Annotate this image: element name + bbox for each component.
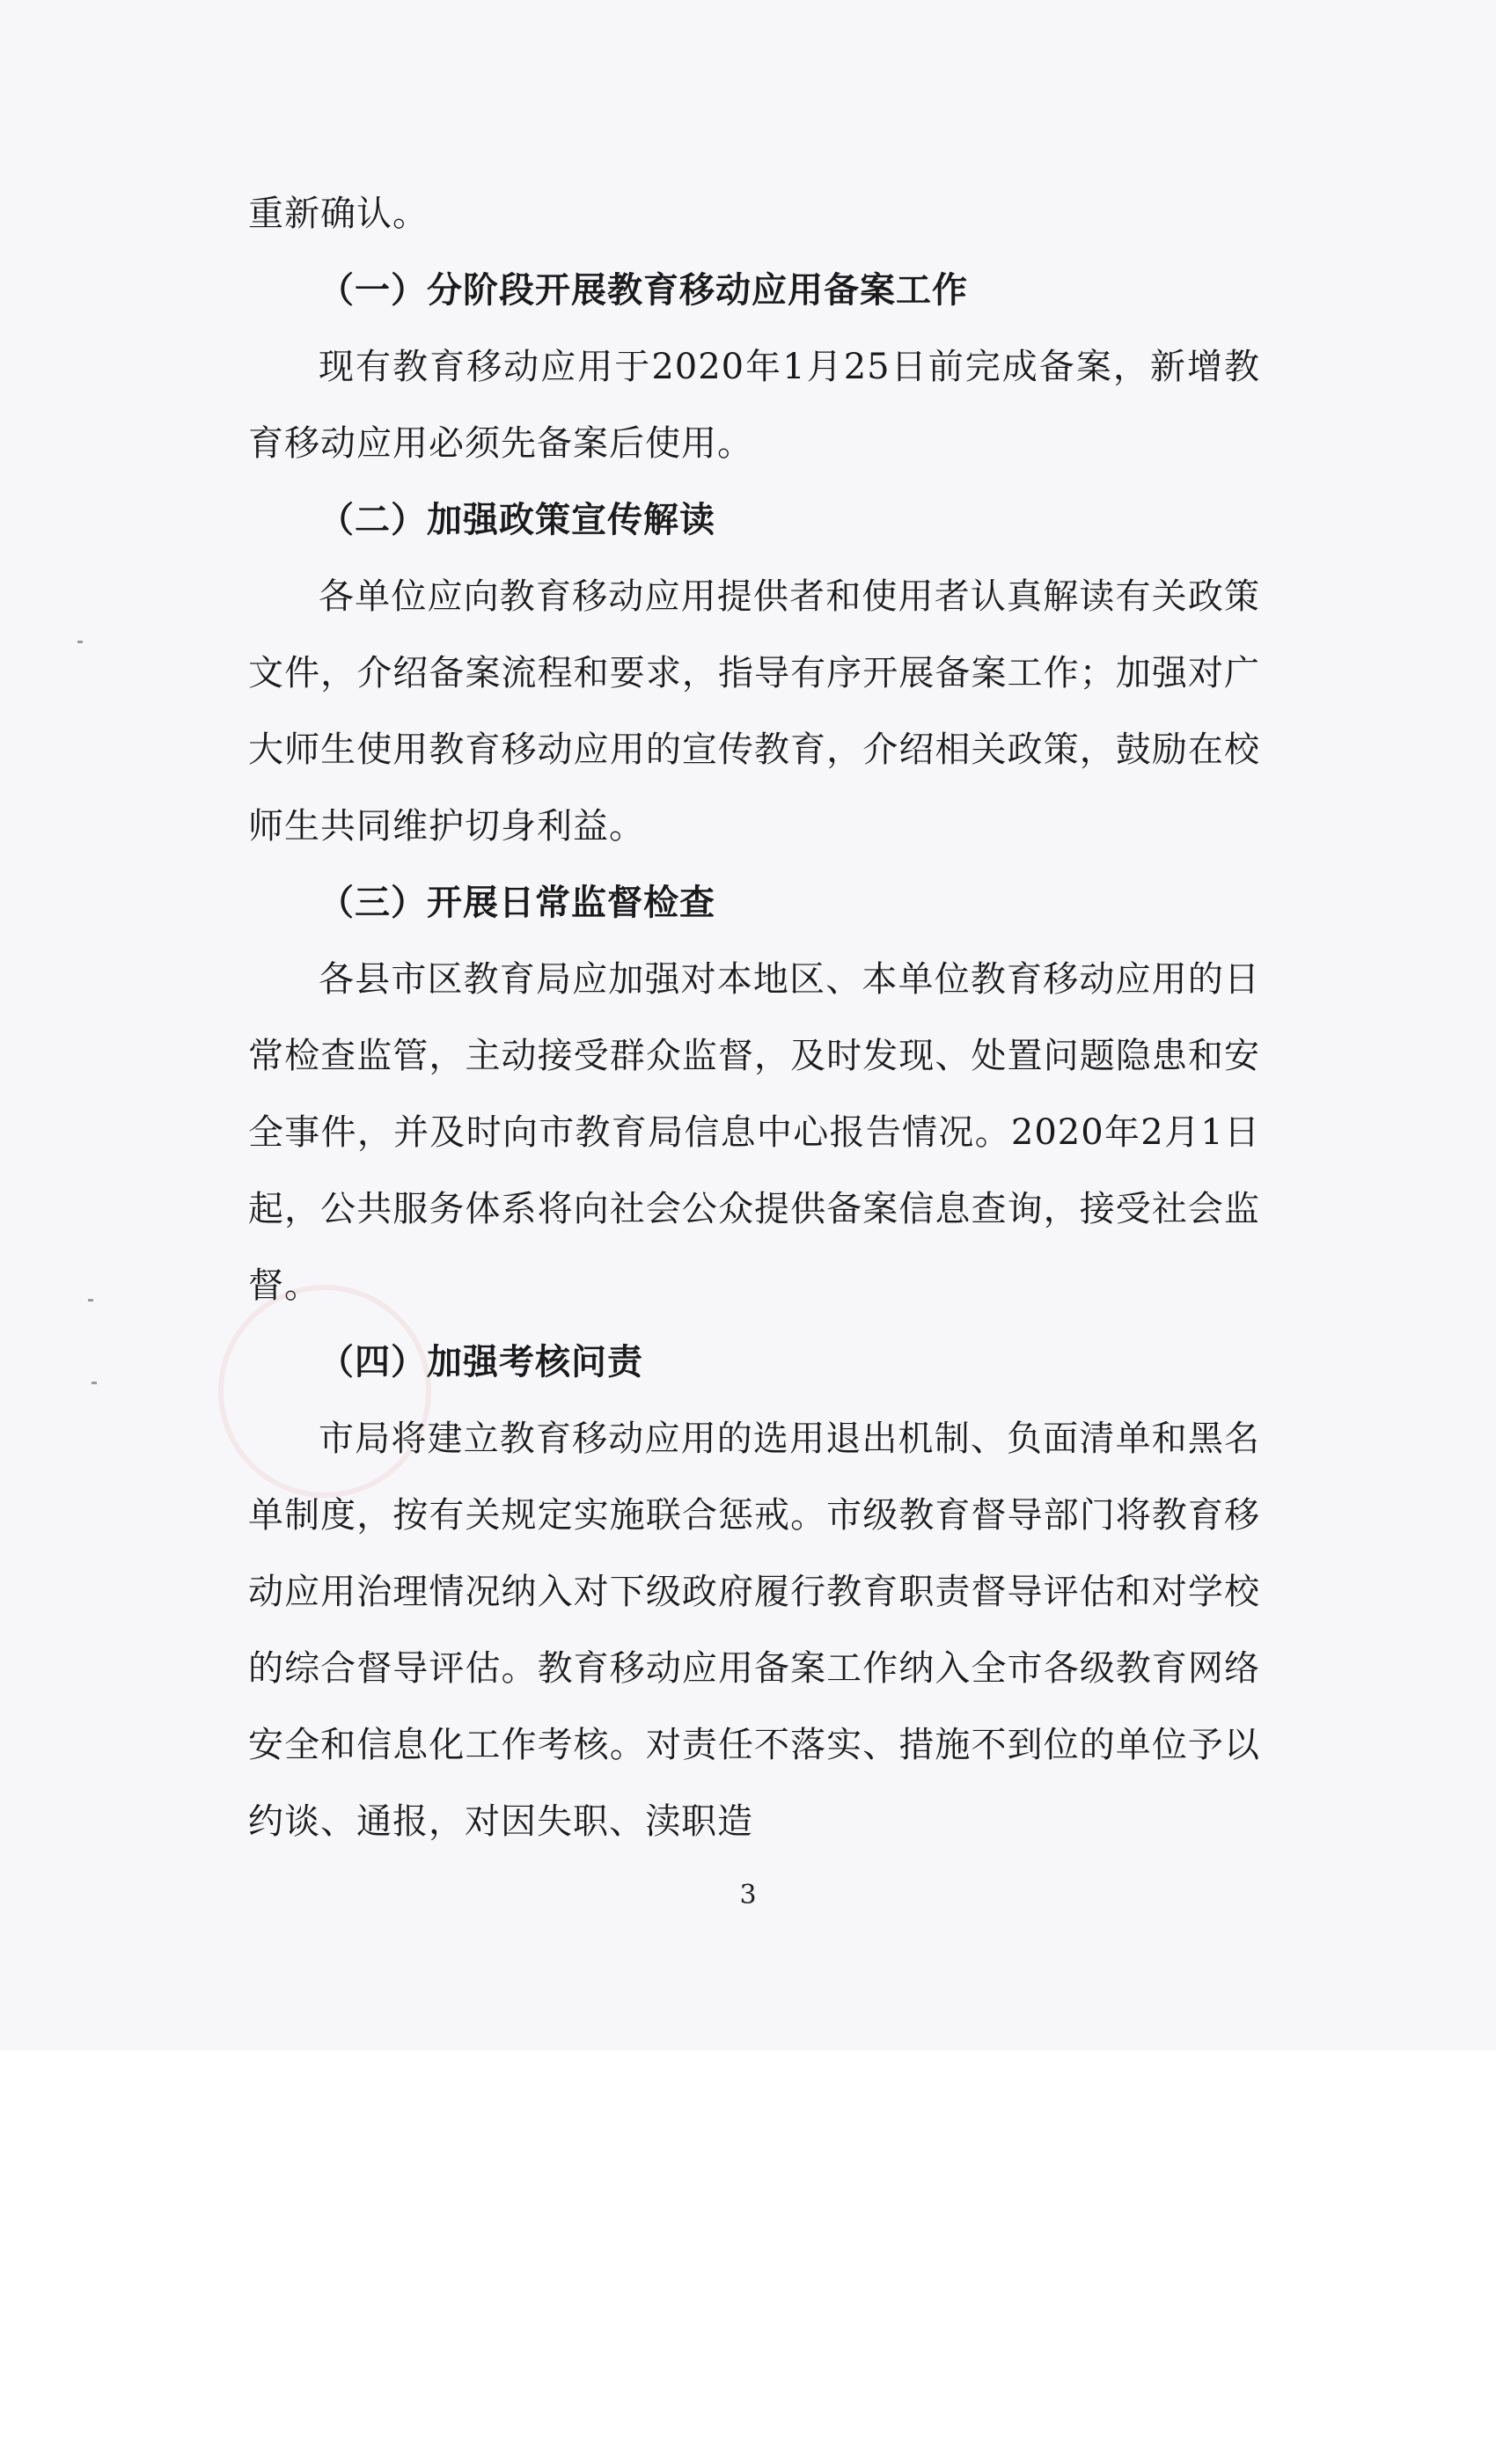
paragraph-accountability: 市局将建立教育移动应用的选用退出机制、负面清单和黑名单制度，按有关规定实施联合惩戒。市级教育督导部门将教育移动应用治理情况纳入对下级政府履行教育职责督导评估和对学校的综合督导评估。教育移动应用备案工作纳入全市各级教育网络安全和信息化工作考核。对责任不落实、措施不到位的单位予以约谈、通报，对因失职、渎职造 <box>248 1419 1260 1842</box>
scan-mark-2 <box>88 1299 93 1302</box>
scan-mark-1 <box>77 641 83 643</box>
section-heading-2: （二）加强政策宣传解读 <box>319 500 715 540</box>
paragraph-policy-promotion: 各单位应向教育移动应用提供者和使用者认真解读有关政策文件，介绍备案流程和要求，指导有序开展备案工作；加强对广大师生使用教育移动应用的宣传教育，介绍相关政策，鼓励在校师生共同维护切身利益。 <box>248 576 1260 847</box>
section-heading-3: （三）开展日常监督检查 <box>319 883 715 923</box>
paragraph-continuation: 重新确认。 <box>248 194 429 234</box>
document-body <box>248 176 1260 1860</box>
paragraph-filing-deadline: 现有教育移动应用于2020年1月25日前完成备案，新增教育移动应用必须先备案后使用。 <box>248 347 1260 464</box>
section-heading-4: （四）加强考核问责 <box>319 1342 643 1382</box>
scan-mark-3 <box>92 1382 97 1384</box>
section-heading-1: （一）分阶段开展教育移动应用备案工作 <box>319 270 968 311</box>
paragraph-daily-supervision: 各县市区教育局应加强对本地区、本单位教育移动应用的日常检查监管，主动接受群众监督，及时发现、处置问题隐患和安全事件，并及时向市教育局信息中心报告情况。2020年2月1日起，公共服务体系将向社会公众提供备案信息查询，接受社会监督。 <box>248 959 1260 1306</box>
page-number: 3 <box>739 1880 757 1910</box>
